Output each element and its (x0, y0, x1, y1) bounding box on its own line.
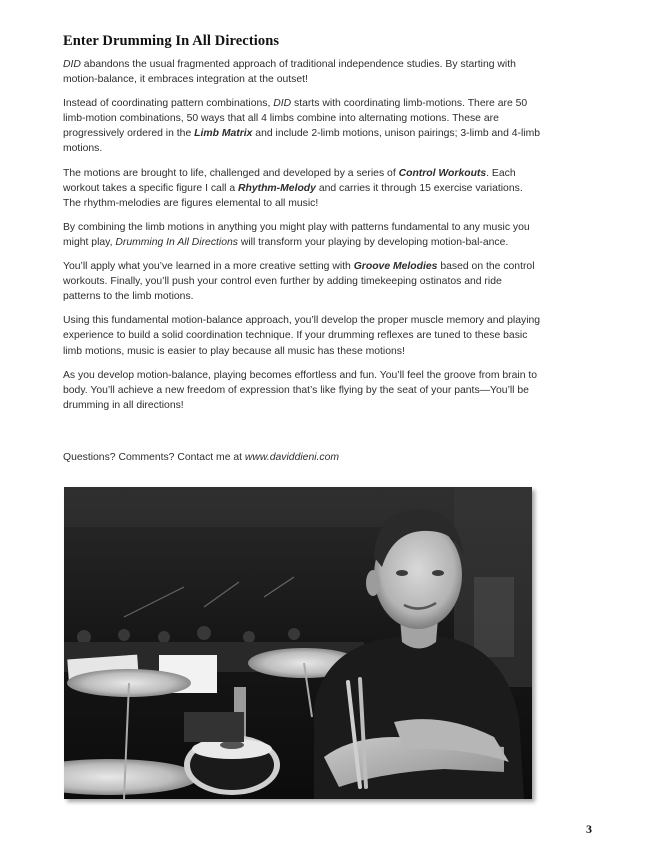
paragraph-6: Using this fundamental motion-balance approach, you’ll develop the proper muscle memory and playing experience to build a solid coordination technique. If your drumming reflexes are tuned to these basic limb motions, music is easier to play because all music has these motions! (63, 315, 541, 357)
limb-matrix-term: Limb Matrix (194, 128, 253, 140)
photo-illustration (64, 487, 532, 799)
book-title-ref: Drumming In All Directions (115, 236, 238, 248)
paragraph-5: You’ll apply what you’ve learned in a more creative setting with Groove Melodies based on the control workouts. Finally, you’ll push your control even further by adding timekeeping ostinatos and ride patterns to the limb motions. (63, 261, 535, 303)
drummer-photo (64, 487, 532, 799)
body-text (63, 57, 541, 422)
website-link[interactable]: www.daviddieni.com (244, 452, 340, 463)
paragraph-3: The motions are brought to life, challenged and developed by a series of Control Workouts. Each workout takes a specific figure I call a Rhythm-Melody and carries it through 15 exercise variations. The rhythm-melodies are figures elemental to all music! (63, 167, 523, 209)
page-title: Enter Drumming In All Directions (63, 33, 280, 49)
did-abbrev: DID (63, 59, 81, 70)
page-number: 3 (586, 822, 592, 836)
paragraph-2: Instead of coordinating pattern combinations, DID starts with coordinating limb-motions. There are 50 limb-motion combinations, 50 ways that all 4 limbs combine into alternating motions. These are progressively ordered in the Limb Matrix and include 2-limb motions, unison pairings; 3-limb and 4-limb motions. (63, 98, 541, 155)
paragraph-4: By combining the limb motions in anything you might play with patterns fundamental to any music you might play, Drumming In All Directions will transform your playing by developing motion-bal-ance. (63, 221, 530, 248)
paragraph-7: As you develop motion-balance, playing becomes effortless and fun. You’ll feel the groove from brain to body. You’ll achieve a new freedom of expression that’s like flying by the seat of your pants—You’ll be drumming in all directions! (63, 369, 538, 411)
control-workouts-term: Control Workouts (398, 167, 487, 179)
contact-line: Questions? Comments? Contact me at www.daviddieni.com (63, 452, 340, 463)
paragraph-1: DID abandons the usual fragmented approach of traditional independence studies. By starting with motion-balance, it embraces integration at the outset! (63, 59, 516, 86)
rhythm-melody-term: Rhythm-Melody (238, 182, 316, 194)
groove-melodies-term: Groove Melodies (353, 261, 438, 273)
